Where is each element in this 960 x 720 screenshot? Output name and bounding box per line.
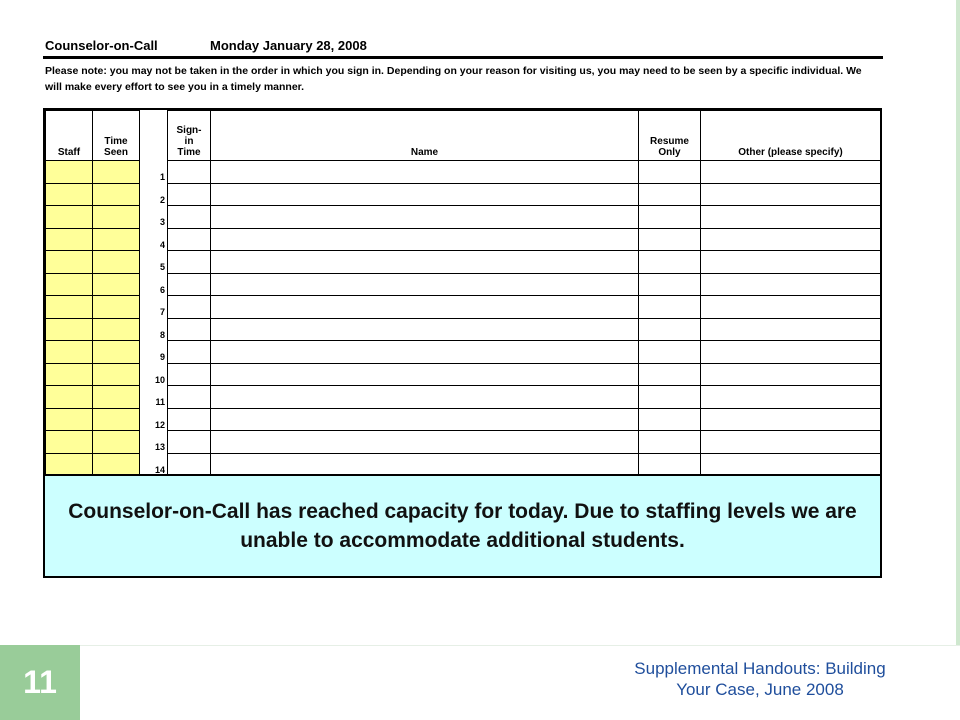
staff-cell [46,206,93,229]
sign-in-time-cell [168,251,211,274]
time-seen-cell [93,251,140,274]
row-number: 8 [140,318,168,341]
other-cell [701,161,881,184]
table-row [46,251,881,274]
table-row [46,318,881,341]
resume-only-cell [639,228,701,251]
row-number: 12 [140,408,168,431]
footer-divider [80,645,960,646]
name-cell [211,228,639,251]
table-row [46,453,881,476]
name-cell [211,296,639,319]
row-number: 9 [140,341,168,364]
sign-in-time-cell [168,206,211,229]
table-row [46,183,881,206]
other-cell [701,363,881,386]
name-cell [211,183,639,206]
slide-number: 11 [0,645,80,720]
slide-right-accent [956,0,960,645]
other-cell [701,183,881,206]
header-sign-in-time: Sign- in Time [168,111,211,161]
table-row [46,431,881,454]
staff-cell [46,341,93,364]
name-cell [211,431,639,454]
other-cell [701,228,881,251]
time-seen-cell [93,408,140,431]
other-cell [701,341,881,364]
time-seen-cell [93,453,140,476]
sign-in-time-cell [168,273,211,296]
resume-only-cell [639,206,701,229]
time-seen-cell [93,296,140,319]
sign-in-sheet [43,108,882,578]
name-cell [211,251,639,274]
slide-footer: Supplemental Handouts: Building Your Case, June 2008 [634,659,886,699]
row-number: 14 [140,453,168,476]
staff-cell [46,318,93,341]
staff-cell [46,363,93,386]
row-number: 5 [140,251,168,274]
sign-in-time-cell [168,296,211,319]
table-row [46,206,881,229]
document-title: Counselor-on-Call [45,38,158,53]
header-staff: Staff [46,111,93,161]
other-cell [701,251,881,274]
time-seen-cell [93,206,140,229]
sign-in-time-cell [168,408,211,431]
table-row [46,363,881,386]
name-cell [211,318,639,341]
staff-cell [46,273,93,296]
staff-cell [46,431,93,454]
resume-only-cell [639,273,701,296]
time-seen-cell [93,273,140,296]
other-cell [701,273,881,296]
resume-only-cell [639,161,701,184]
time-seen-cell [93,161,140,184]
resume-only-cell [639,318,701,341]
other-cell [701,453,881,476]
sign-in-time-cell [168,228,211,251]
row-number: 6 [140,273,168,296]
table-row [46,386,881,409]
staff-cell [46,453,93,476]
other-cell [701,206,881,229]
time-seen-cell [93,431,140,454]
resume-only-cell [639,431,701,454]
name-cell [211,206,639,229]
table-row [46,296,881,319]
name-cell [211,161,639,184]
name-cell [211,386,639,409]
sign-in-time-cell [168,183,211,206]
row-number: 7 [140,296,168,319]
sign-in-time-cell [168,363,211,386]
table-row [46,161,881,184]
sign-in-time-cell [168,431,211,454]
other-cell [701,318,881,341]
capacity-notice [45,474,880,576]
time-seen-cell [93,183,140,206]
capacity-message: Counselor-on-Call has reached capacity for today. Due to staffing levels we are unable to accommodate additional students. [68,500,857,552]
staff-cell [46,183,93,206]
staff-cell [46,296,93,319]
sign-in-time-cell [168,453,211,476]
row-number: 10 [140,363,168,386]
resume-only-cell [639,341,701,364]
time-seen-cell [93,363,140,386]
sign-in-time-cell [168,341,211,364]
title-rule [43,56,883,59]
header-time-seen: Time Seen [93,111,140,161]
header-name: Name [211,111,639,161]
other-cell [701,408,881,431]
name-cell [211,453,639,476]
time-seen-cell [93,228,140,251]
sign-in-time-cell [168,318,211,341]
resume-only-cell [639,183,701,206]
time-seen-cell [93,341,140,364]
resume-only-cell [639,386,701,409]
staff-cell [46,228,93,251]
table-row [46,341,881,364]
row-number: 11 [140,386,168,409]
row-number: 4 [140,228,168,251]
other-cell [701,386,881,409]
table-row [46,273,881,296]
row-number: 3 [140,206,168,229]
header-row-number [140,111,168,161]
resume-only-cell [639,408,701,431]
sign-in-note: Please note: you may not be taken in the order in which you sign in. Depending on your reason for visiting us, you may need to be seen by a specific individual. We will make every effort to see you in a timely manner. [45,65,862,93]
header-other: Other (please specify) [701,111,881,161]
name-cell [211,408,639,431]
other-cell [701,431,881,454]
table-header-row [46,111,881,161]
name-cell [211,363,639,386]
table-row [46,408,881,431]
resume-only-cell [639,296,701,319]
sign-in-time-cell [168,386,211,409]
staff-cell [46,251,93,274]
time-seen-cell [93,386,140,409]
sign-in-time-cell [168,161,211,184]
staff-cell [46,161,93,184]
name-cell [211,341,639,364]
time-seen-cell [93,318,140,341]
resume-only-cell [639,453,701,476]
name-cell [211,273,639,296]
table-row [46,228,881,251]
resume-only-cell [639,363,701,386]
other-cell [701,296,881,319]
document-date: Monday January 28, 2008 [210,38,367,53]
row-number: 13 [140,431,168,454]
sign-in-table [45,110,881,476]
row-number: 1 [140,161,168,184]
staff-cell [46,386,93,409]
row-number: 2 [140,183,168,206]
staff-cell [46,408,93,431]
resume-only-cell [639,251,701,274]
header-resume-only: Resume Only [639,111,701,161]
